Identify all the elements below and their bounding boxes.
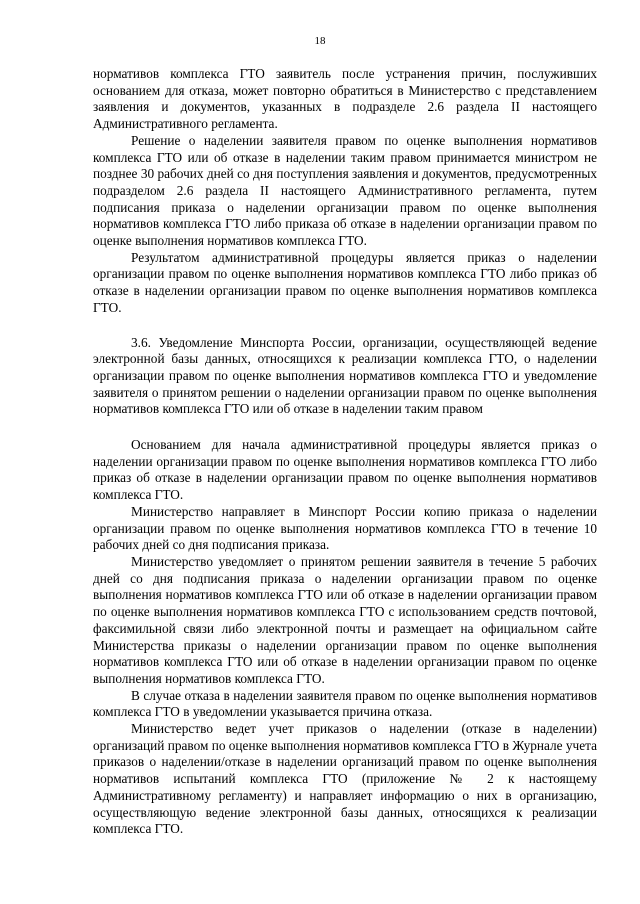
paragraph-record-keeping: Министерство ведет учет приказов о наделении (отказе в наделении) организаций правом по оценке выполнения нормативов комплекса ГТО в Журнале учета приказов о наделении/отказе в наделении организаций правом по оценке выполнения нормативов испытаний комплекса ГТО (приложение № 2 к настоящему Административному регламенту) и направляет информацию о них в организацию, осуществляющую ведение электронной базы данных, относящихся к реализации комплекса ГТО. bbox=[93, 721, 598, 837]
paragraph-continuation: нормативов комплекса ГТО заявитель после устранения причин, послуживших основанием для отказа, может повторно обратиться в Министерство с представлением заявления и документов, указанных в подразделе 2.6 раздела II настоящего Административного регламента. bbox=[93, 66, 597, 132]
document-body bbox=[93, 66, 597, 838]
paragraph-basis: Основанием для начала административной процедуры является приказ о наделении организации правом по оценке выполнения нормативов комплекса ГТО либо приказ об отказе в наделении организации правом по оценке выполнения нормативов комплекса ГТО. bbox=[93, 437, 597, 503]
paragraph-ministry-sends: Министерство направляет в Минспорт России копию приказа о наделении организации правом по оценке выполнения нормативов комплекса ГТО в течение 10 рабочих дней со дня подписания приказа. bbox=[93, 503, 597, 553]
paragraph-ministry-notifies: Министерство уведомляет о принятом решении заявителя в течение 5 рабочих дней со дня подписания приказа о наделении организации правом по оценке выполнения нормативов комплекса ГТО или об отказе в наделении организации правом по оценке выполнения нормативов комплекса ГТО с использованием средств почтовой, факсимильной связи либо электронной почты и размещает на официальном сайте Министерства приказы о наделении организации правом по оценке выполнения нормативов комплекса ГТО или об отказе в наделении организации правом по оценке выполнения нормативов комплекса ГТО. bbox=[93, 553, 597, 686]
paragraph-refusal: В случае отказа в наделении заявителя правом по оценке выполнения нормативов комплекса ГТО в уведомлении указывается причина отказа. bbox=[93, 687, 597, 720]
paragraph-result: Результатом административной процедуры является приказ о наделении организации правом по оценке выполнения нормативов комплекса ГТО либо приказ об отказе в наделении организации правом по оценке выполнения нормативов комплекса ГТО. bbox=[93, 249, 597, 315]
paragraph-gap bbox=[93, 418, 597, 437]
section-heading-3-6: 3.6. Уведомление Минспорта России, организации, осуществляющей ведение электронной базы данных, относящихся к реализации комплекса ГТО, о наделении организации правом по оценке выполнения нормативов комплекса ГТО и уведомление заявителя о принятом решении о наделении организации правом по оценке выполнения нормативов комплекса ГТО или об отказе в наделении таким правом bbox=[93, 334, 597, 417]
paragraph-decision: Решение о наделении заявителя правом по оценке выполнения нормативов комплекса ГТО или об отказе в наделении таким правом принимается министром не позднее 30 рабочих дней со дня поступления заявления и документов, предусмотренных подразделом 2.6 раздела II настоящего Административного регламента, путем подписания приказа о наделении организации правом по оценке выполнения нормативов комплекса ГТО либо приказа об отказе в наделении организации правом по оценке выполнения нормативов комплекса ГТО. bbox=[93, 132, 597, 249]
page-number: 18 bbox=[314, 35, 326, 47]
paragraph-gap bbox=[93, 317, 597, 335]
